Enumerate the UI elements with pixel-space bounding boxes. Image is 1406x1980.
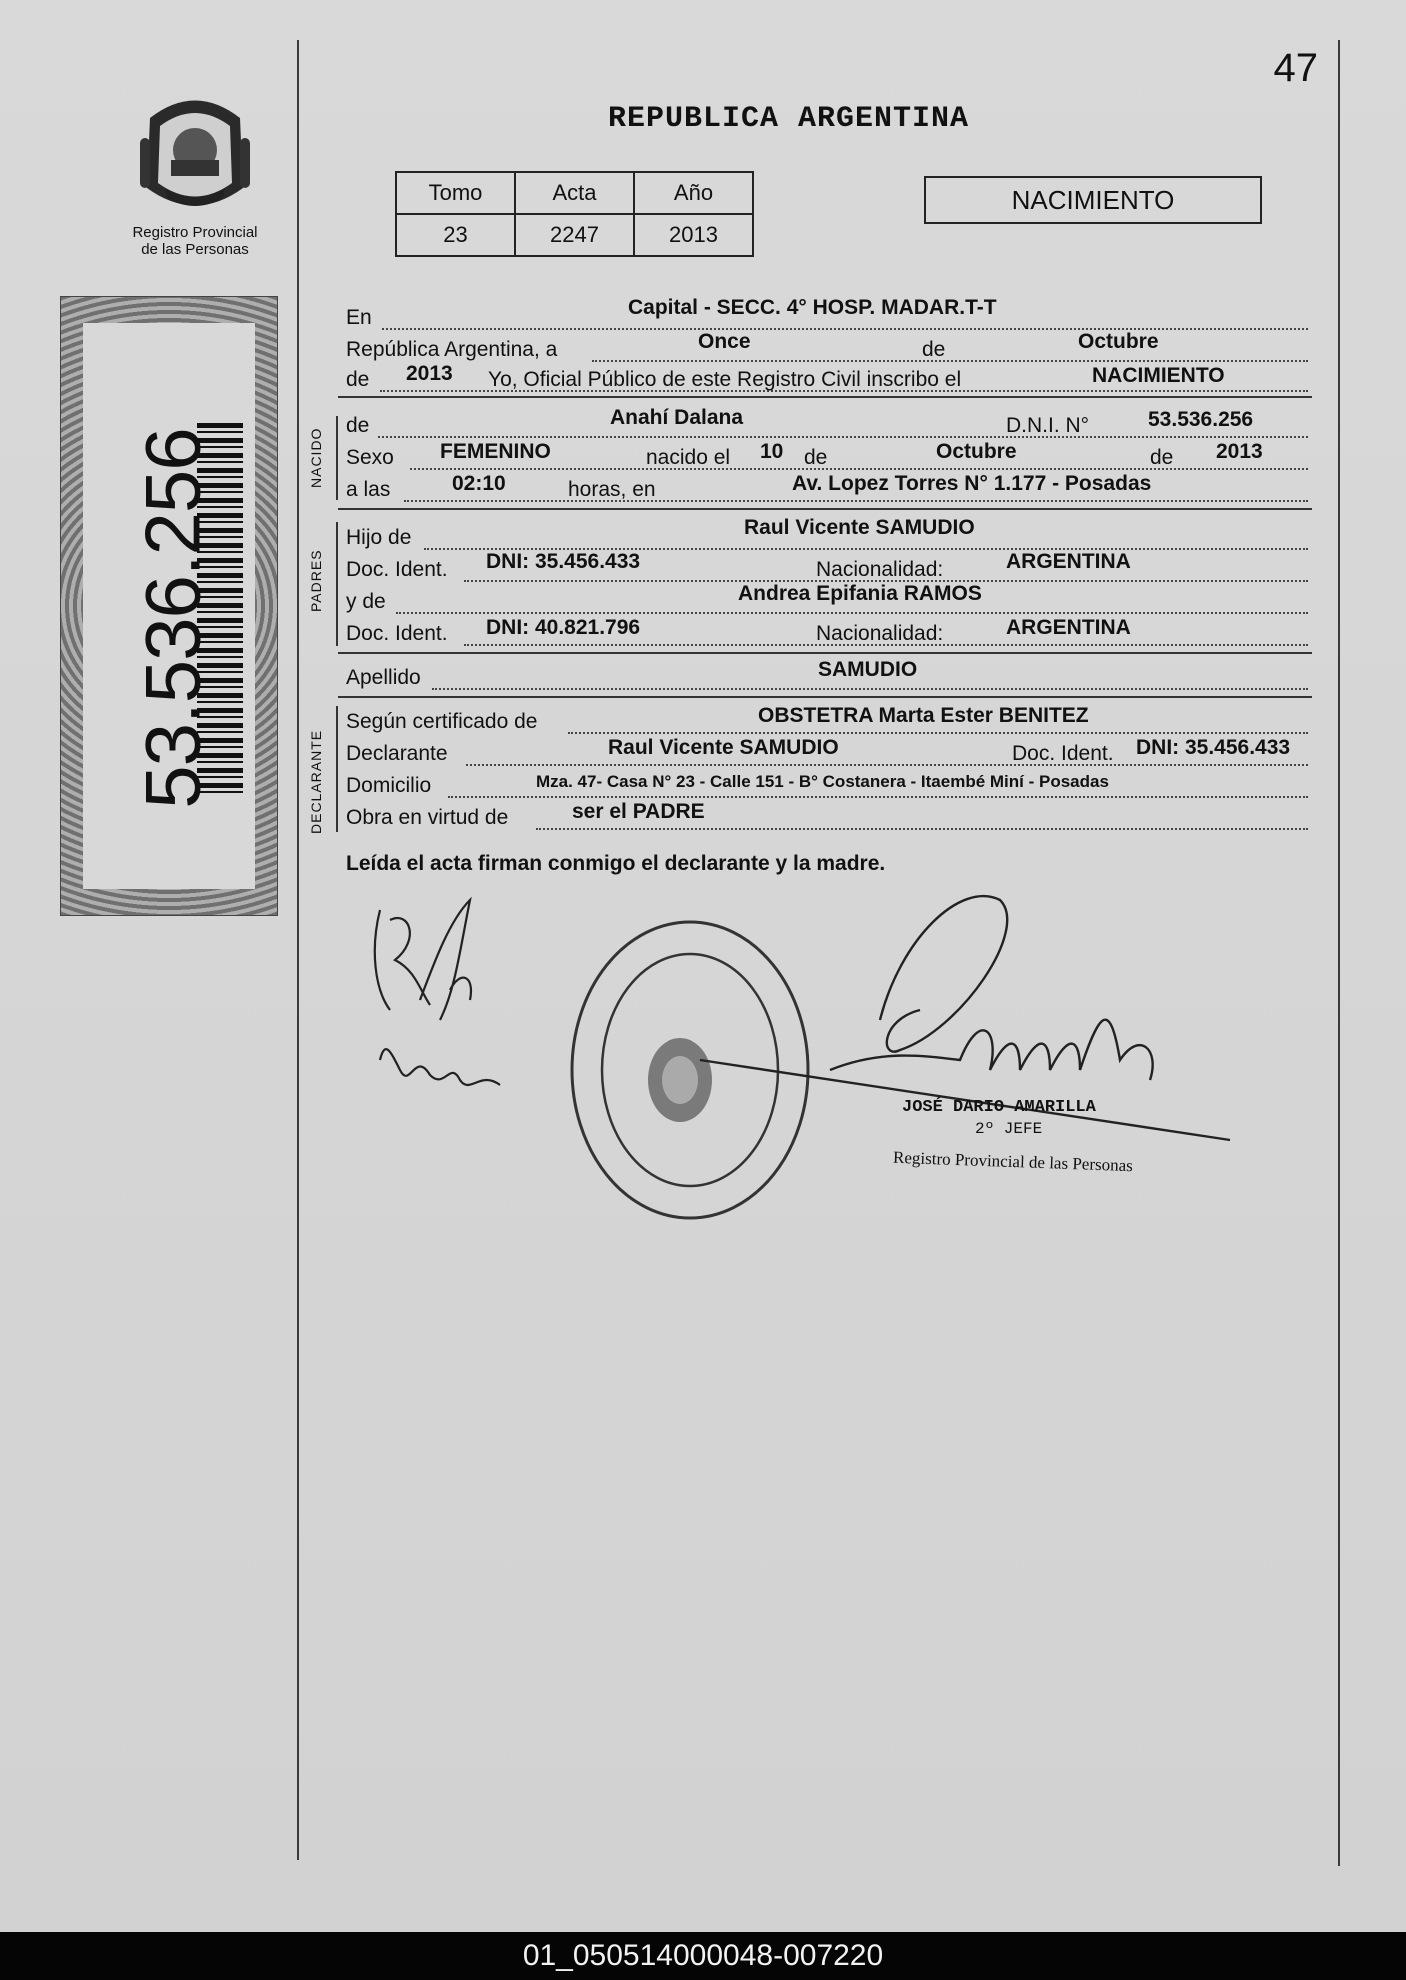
apellido-label: Apellido: [346, 666, 421, 689]
footer-code: 01_050514000048-007220: [0, 1932, 1406, 1980]
official-name: JOSÉ DARIO AMARILLA: [902, 1098, 1096, 1117]
de-label: de: [922, 338, 946, 361]
father-doc-value: DNI: 35.456.433: [486, 550, 641, 573]
obra-label: Obra en virtud de: [346, 806, 509, 829]
signatures-area: [360, 880, 1260, 1240]
mother-nat-value: ARGENTINA: [1006, 616, 1131, 639]
republica-label: República Argentina, a: [346, 338, 558, 361]
mother-nat-label: Nacionalidad:: [816, 622, 944, 645]
barcode-label-inner: [83, 323, 255, 889]
declarante-doc-label: Doc. Ident.: [1012, 742, 1114, 765]
anio-header: Año: [634, 172, 753, 214]
mother-doc-label: Doc. Ident.: [346, 622, 448, 645]
province-seal-icon: [135, 88, 255, 218]
father-name: Raul Vicente SAMUDIO: [744, 516, 975, 539]
padres-side-label: PADRES: [308, 549, 324, 612]
father-doc-label: Doc. Ident.: [346, 558, 448, 581]
hijo-label: Hijo de: [346, 526, 412, 549]
nacido-de-label-3: de: [1150, 446, 1174, 469]
padres-bracket: [336, 522, 338, 646]
closing-statement: Leída el acta firman conmigo el declarante y la madre.: [346, 852, 886, 875]
tomo-value: 23: [396, 214, 515, 256]
dotted-line: [378, 434, 1308, 438]
registry-table: [395, 171, 754, 257]
nacido-de-label-2: de: [804, 446, 828, 469]
section-separator: [338, 396, 1312, 398]
mother-doc-value: DNI: 40.821.796: [486, 616, 641, 639]
father-nat-value: ARGENTINA: [1006, 550, 1131, 573]
section-separator: [338, 696, 1312, 698]
dotted-line: [404, 498, 1308, 502]
sexo-label: Sexo: [346, 446, 394, 469]
page-number: 47: [1273, 46, 1318, 90]
obra-value: ser el PADRE: [572, 800, 705, 823]
dotted-line: [466, 762, 1308, 766]
nacido-bracket: [336, 416, 338, 500]
nacido-de-label: de: [346, 414, 370, 437]
dotted-line: [382, 326, 1308, 330]
dotted-line: [432, 686, 1308, 690]
yde-label: y de: [346, 590, 386, 613]
right-margin-line: [1338, 40, 1340, 1866]
barcode-number: 53.536.256: [128, 428, 217, 809]
en-value: Capital - SECC. 4° HOSP. MADAR.T-T: [628, 296, 997, 319]
official-role: 2º JEFE: [975, 1120, 1043, 1138]
nacido-side-label: NACIDO: [308, 427, 324, 488]
sexo-value: FEMENINO: [440, 440, 551, 463]
alas-label: a las: [346, 478, 391, 501]
en-label: En: [346, 306, 372, 329]
dotted-line: [396, 610, 1308, 614]
left-margin-line: [297, 40, 299, 1860]
declarante-doc-value: DNI: 35.456.433: [1136, 736, 1291, 759]
declarante-label: Declarante: [346, 742, 448, 765]
nacido-day-value: 10: [760, 440, 784, 463]
place-value: Av. Lopez Torres N° 1.177 - Posadas: [792, 472, 1152, 495]
mother-name: Andrea Epifania RAMOS: [738, 582, 982, 605]
tomo-header: Tomo: [396, 172, 515, 214]
declarante-side-label: DECLARANTE: [308, 729, 324, 834]
inscribo-text: Yo, Oficial Público de este Registro Civil inscribo el: [488, 368, 962, 391]
official-office: Registro Provincial de las Personas: [892, 1147, 1134, 1176]
dotted-line: [568, 730, 1308, 734]
nacido-el-label: nacido el: [646, 446, 731, 469]
nacido-name-value: Anahí Dalana: [610, 406, 744, 429]
domicilio-value: Mza. 47- Casa N° 23 - Calle 151 - B° Costanera - Itaembé Miní - Posadas: [536, 772, 1109, 791]
father-nat-label: Nacionalidad:: [816, 558, 944, 581]
domicilio-label: Domicilio: [346, 774, 432, 797]
anio-value: 2013: [634, 214, 753, 256]
horas-label: horas, en: [568, 478, 656, 501]
apellido-value: SAMUDIO: [818, 658, 918, 681]
declarante-bracket: [336, 706, 338, 832]
segun-value: OBSTETRA Marta Ester BENITEZ: [758, 704, 1089, 727]
time-value: 02:10: [452, 472, 506, 495]
section-separator: [338, 652, 1312, 654]
dni-value: 53.536.256: [1148, 408, 1254, 431]
nacido-year-value: 2013: [1216, 440, 1263, 463]
acta-value: 2247: [515, 214, 634, 256]
province-logo: [120, 88, 270, 258]
declarante-value: Raul Vicente SAMUDIO: [608, 736, 839, 759]
acta-header: Acta: [515, 172, 634, 214]
inscribo-value: NACIMIENTO: [1092, 364, 1225, 387]
barcode-label: [60, 296, 278, 916]
nacido-month-value: Octubre: [936, 440, 1017, 463]
section-separator: [338, 508, 1312, 510]
signature-icon-left: [375, 900, 500, 1085]
dotted-line: [592, 358, 1308, 362]
header-title: REPUBLICA ARGENTINA: [608, 102, 970, 136]
logo-caption-line1: Registro Provincial: [132, 224, 258, 241]
document-type-box: NACIMIENTO: [924, 176, 1262, 224]
month-value: Octubre: [1078, 330, 1159, 353]
year-label: de: [346, 368, 370, 391]
day-value: Once: [698, 330, 751, 353]
dotted-line: [448, 794, 1308, 798]
segun-label: Según certificado de: [346, 710, 538, 733]
year-value: 2013: [406, 362, 453, 385]
logo-caption-line2: de las Personas: [141, 241, 249, 258]
dotted-line: [536, 826, 1308, 830]
dni-label: D.N.I. N°: [1006, 414, 1090, 437]
